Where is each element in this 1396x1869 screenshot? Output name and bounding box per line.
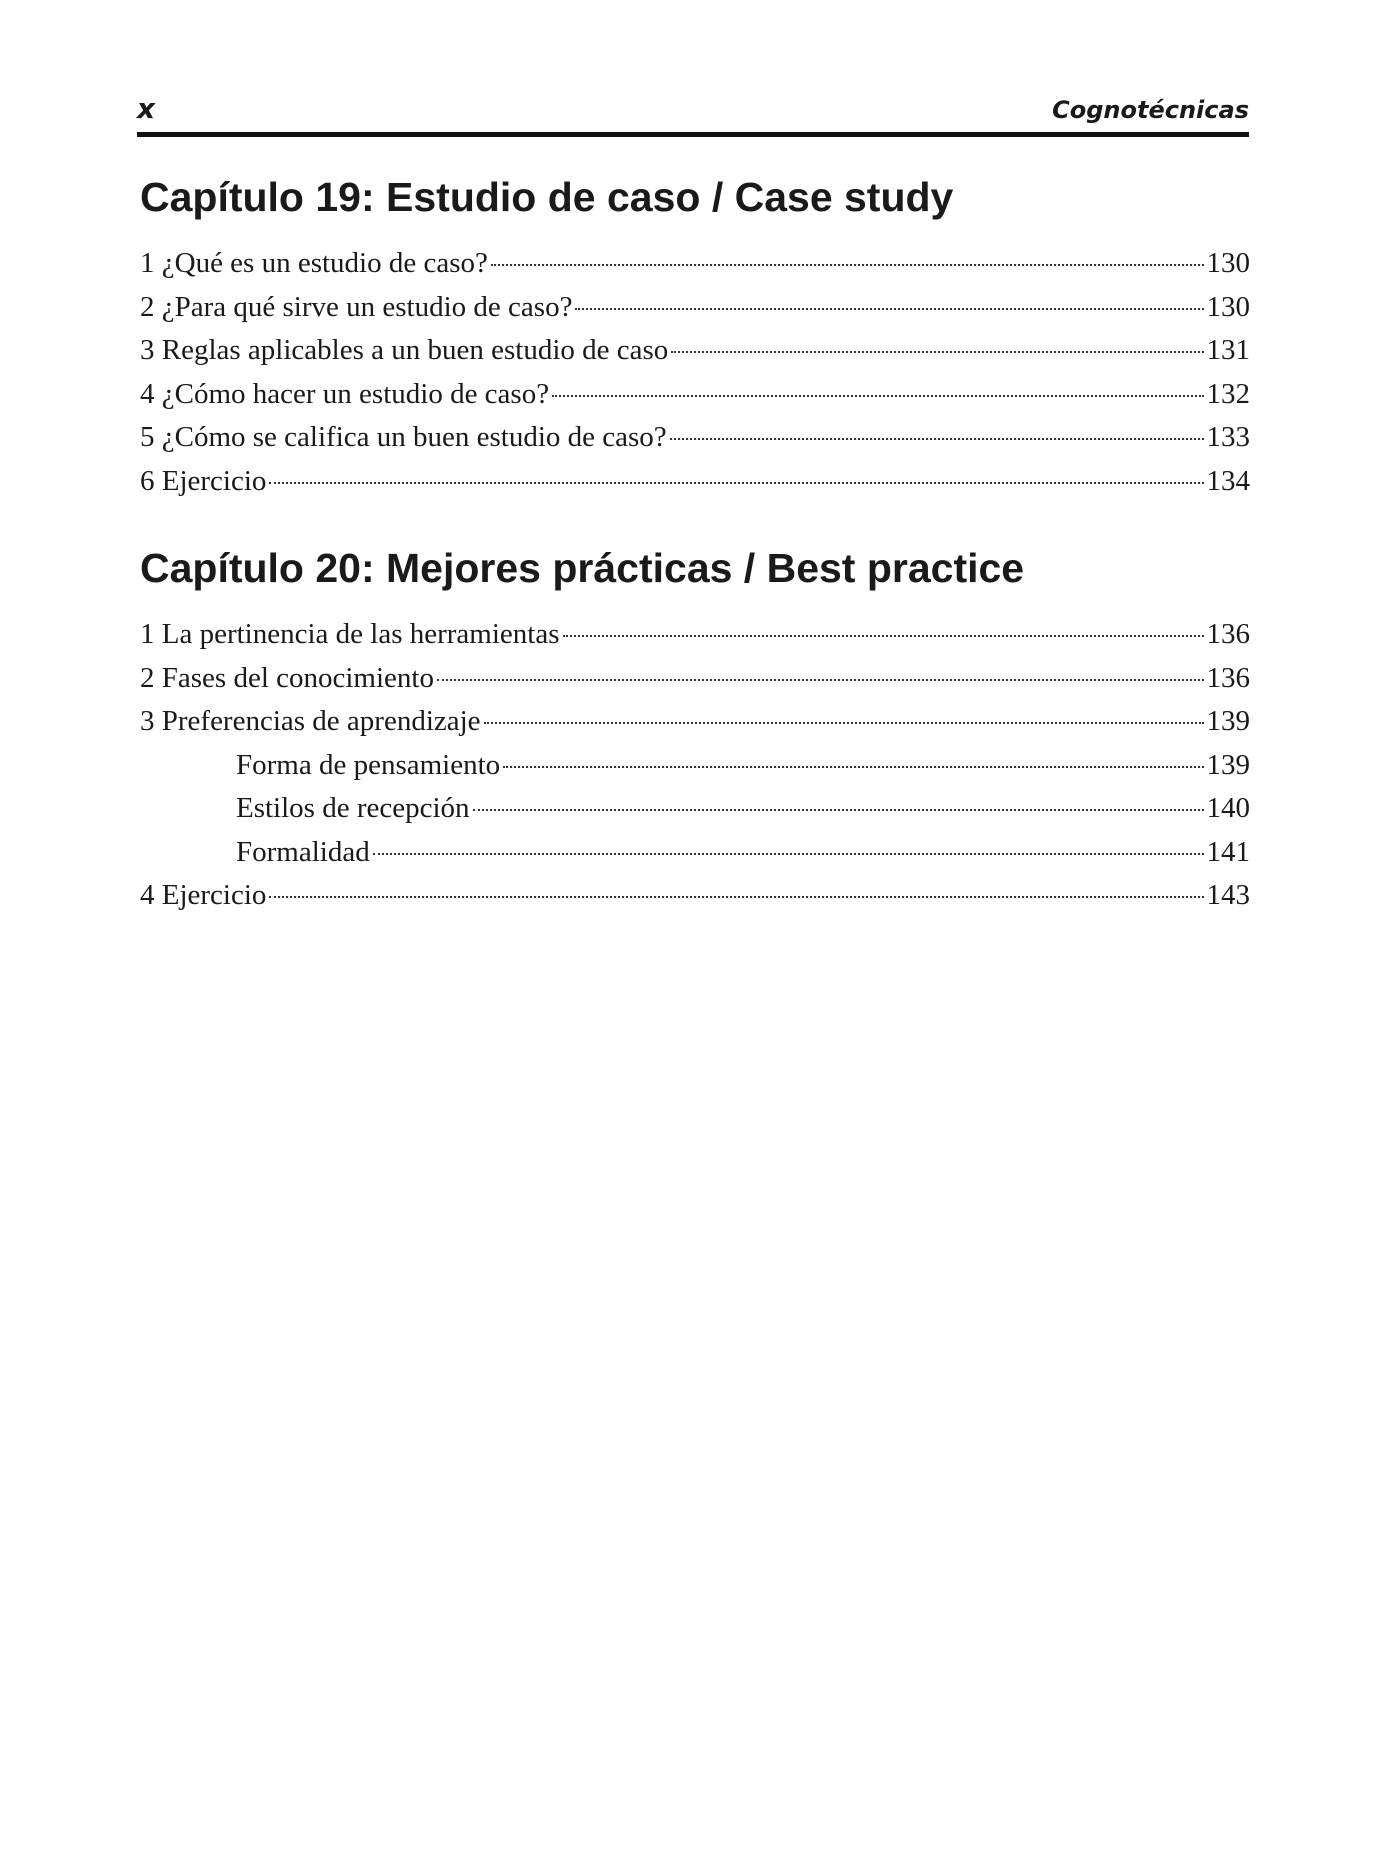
toc-entry-page: 130: [1206, 290, 1250, 323]
toc-entry-page: 141: [1206, 835, 1250, 868]
toc-entry-label: 6 Ejercicio: [140, 464, 267, 497]
dot-leader: [552, 394, 1203, 397]
dot-leader: [473, 808, 1204, 811]
toc-entry-page: 133: [1206, 421, 1250, 453]
chapter-19-section: [140, 172, 1250, 503]
toc-entry[interactable]: [140, 416, 1250, 460]
page-number: x: [137, 92, 156, 125]
toc-entry[interactable]: [140, 373, 1250, 417]
toc-entry-label: 3 Reglas aplicables a un buen estudio de caso: [140, 334, 669, 366]
toc-entry-label: 4 Ejercicio: [140, 879, 267, 911]
toc-entry[interactable]: [140, 286, 1250, 330]
toc-entry-label: Estilos de recepción: [236, 792, 470, 824]
dot-leader: [503, 765, 1203, 768]
toc-entry-page: 136: [1206, 661, 1250, 694]
dot-leader: [373, 852, 1204, 855]
dot-leader: [575, 307, 1203, 310]
toc-subentry[interactable]: [140, 787, 1250, 831]
chapter-20-section: [140, 543, 1250, 918]
toc-entry-label: 3 Preferencias de aprendizaje: [140, 705, 481, 737]
chapter-title: Capítulo 19: Estudio de caso / Case study: [140, 174, 954, 220]
toc-entry-page: 139: [1206, 705, 1250, 737]
toc-entry-label: Forma de pensamiento: [236, 748, 501, 781]
toc-entry[interactable]: [140, 460, 1250, 504]
toc-subentry[interactable]: [140, 831, 1250, 875]
toc-entry[interactable]: [140, 874, 1250, 918]
dot-leader: [437, 678, 1204, 681]
toc-entry-label: 5 ¿Cómo se califica un buen estudio de caso?: [140, 421, 667, 453]
toc-entry-label: 1 La pertinencia de las herramientas: [140, 618, 560, 650]
toc-entry-page: 132: [1206, 377, 1250, 410]
dot-leader: [484, 721, 1204, 724]
toc-entry-page: 139: [1206, 748, 1250, 781]
toc-entry-page: 131: [1206, 334, 1250, 366]
toc-entry-label: 2 ¿Para qué sirve un estudio de caso?: [140, 290, 573, 323]
toc-entry-label: Formalidad: [236, 835, 370, 868]
dot-leader: [269, 895, 1203, 898]
toc-entry-page: 134: [1206, 464, 1250, 497]
toc-entry-page: 140: [1206, 792, 1250, 824]
toc-entry-page: 136: [1206, 618, 1250, 650]
toc-entry-label: 2 Fases del conocimiento: [140, 661, 434, 694]
dot-leader: [563, 634, 1204, 637]
toc-entry-page: 143: [1206, 879, 1250, 911]
toc-entry[interactable]: [140, 329, 1250, 373]
dot-leader: [671, 350, 1203, 353]
toc-entry-page: 130: [1206, 247, 1250, 279]
toc-entry[interactable]: [140, 613, 1250, 657]
toc-entry[interactable]: [140, 700, 1250, 744]
toc-entry-label: 4 ¿Cómo hacer un estudio de caso?: [140, 377, 550, 410]
toc-subentry[interactable]: [140, 744, 1250, 788]
dot-leader: [491, 263, 1204, 266]
chapter-title: Capítulo 20: Mejores prácticas / Best practice: [140, 545, 1025, 591]
dot-leader: [670, 437, 1204, 440]
book-title: Cognotécnicas: [1052, 96, 1249, 124]
toc-entry[interactable]: [140, 242, 1250, 286]
toc-entry-label: 1 ¿Qué es un estudio de caso?: [140, 247, 488, 279]
dot-leader: [269, 481, 1203, 484]
toc-entry[interactable]: [140, 657, 1250, 701]
running-header: [137, 92, 1249, 137]
